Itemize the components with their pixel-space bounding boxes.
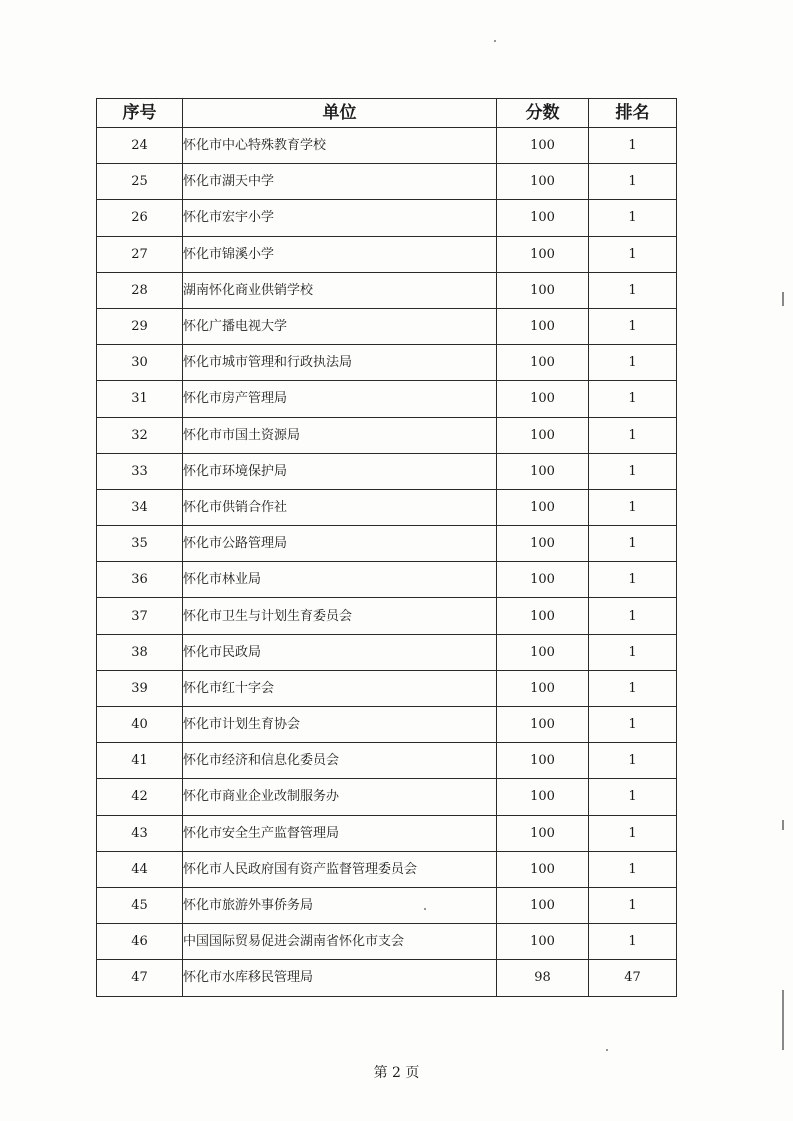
table-row <box>97 200 677 236</box>
unit-cell: 怀化市公路管理局 <box>183 526 497 562</box>
rank-cell: 1 <box>589 924 677 960</box>
scan-edge-mark <box>782 820 784 830</box>
unit-cell: 怀化市中心特殊教育学校 <box>183 128 497 164</box>
unit-cell: 怀化市水库移民管理局 <box>183 960 497 996</box>
unit-cell: 怀化市林业局 <box>183 562 497 598</box>
rank-cell: 1 <box>589 345 677 381</box>
score-cell: 100 <box>497 707 589 743</box>
unit-cell: 中国国际贸易促进会湖南省怀化市支会 <box>183 924 497 960</box>
score-cell: 100 <box>497 670 589 706</box>
table-row <box>97 851 677 887</box>
seq-cell: 39 <box>97 670 183 706</box>
score-cell: 100 <box>497 887 589 923</box>
rank-cell: 1 <box>589 417 677 453</box>
seq-cell: 34 <box>97 489 183 525</box>
table-row <box>97 634 677 670</box>
score-cell: 100 <box>497 236 589 272</box>
score-cell: 100 <box>497 453 589 489</box>
unit-cell: 怀化市经济和信息化委员会 <box>183 743 497 779</box>
score-cell: 100 <box>497 345 589 381</box>
seq-cell: 28 <box>97 272 183 308</box>
seq-cell: 47 <box>97 960 183 996</box>
unit-cell: 怀化市供销合作社 <box>183 489 497 525</box>
seq-cell: 29 <box>97 308 183 344</box>
table-row <box>97 924 677 960</box>
table-row <box>97 128 677 164</box>
unit-cell: 怀化市锦溪小学 <box>183 236 497 272</box>
rank-cell: 1 <box>589 562 677 598</box>
unit-cell: 怀化市湖天中学 <box>183 164 497 200</box>
table-row <box>97 272 677 308</box>
table-row <box>97 345 677 381</box>
scan-speck <box>494 40 496 42</box>
rank-cell: 1 <box>589 815 677 851</box>
scan-speck <box>424 908 426 910</box>
seq-cell: 44 <box>97 851 183 887</box>
rank-cell: 1 <box>589 453 677 489</box>
table-body <box>97 128 677 997</box>
scan-speck <box>606 1049 608 1051</box>
rank-cell: 1 <box>589 164 677 200</box>
score-cell: 100 <box>497 562 589 598</box>
seq-cell: 43 <box>97 815 183 851</box>
seq-cell: 41 <box>97 743 183 779</box>
table-row <box>97 308 677 344</box>
score-table <box>96 98 677 997</box>
table-row <box>97 236 677 272</box>
score-cell: 100 <box>497 164 589 200</box>
score-cell: 100 <box>497 381 589 417</box>
score-cell: 100 <box>497 200 589 236</box>
seq-cell: 33 <box>97 453 183 489</box>
score-cell: 98 <box>497 960 589 996</box>
unit-cell: 湖南怀化商业供销学校 <box>183 272 497 308</box>
unit-cell: 怀化市商业企业改制服务办 <box>183 779 497 815</box>
rank-cell: 1 <box>589 634 677 670</box>
score-cell: 100 <box>497 128 589 164</box>
rank-cell: 1 <box>589 200 677 236</box>
table-row <box>97 670 677 706</box>
table-row <box>97 743 677 779</box>
rank-cell: 1 <box>589 707 677 743</box>
rank-cell: 47 <box>589 960 677 996</box>
rank-cell: 1 <box>589 128 677 164</box>
table-row <box>97 960 677 996</box>
score-cell: 100 <box>497 924 589 960</box>
rank-cell: 1 <box>589 526 677 562</box>
seq-cell: 46 <box>97 924 183 960</box>
header-seq: 序号 <box>97 99 183 128</box>
seq-cell: 45 <box>97 887 183 923</box>
seq-cell: 35 <box>97 526 183 562</box>
unit-cell: 怀化市人民政府国有资产监督管理委员会 <box>183 851 497 887</box>
seq-cell: 30 <box>97 345 183 381</box>
rank-cell: 1 <box>589 236 677 272</box>
rank-cell: 1 <box>589 743 677 779</box>
table-row <box>97 489 677 525</box>
unit-cell: 怀化市卫生与计划生育委员会 <box>183 598 497 634</box>
table-row <box>97 598 677 634</box>
score-cell: 100 <box>497 308 589 344</box>
table-row <box>97 779 677 815</box>
table-row <box>97 526 677 562</box>
unit-cell: 怀化市城市管理和行政执法局 <box>183 345 497 381</box>
score-cell: 100 <box>497 272 589 308</box>
scan-edge-mark <box>782 292 784 306</box>
unit-cell: 怀化市红十字会 <box>183 670 497 706</box>
table-header-row <box>97 99 677 128</box>
table-row <box>97 562 677 598</box>
seq-cell: 42 <box>97 779 183 815</box>
score-cell: 100 <box>497 851 589 887</box>
seq-cell: 26 <box>97 200 183 236</box>
score-cell: 100 <box>497 815 589 851</box>
score-cell: 100 <box>497 598 589 634</box>
seq-cell: 37 <box>97 598 183 634</box>
rank-cell: 1 <box>589 308 677 344</box>
unit-cell: 怀化市房产管理局 <box>183 381 497 417</box>
rank-cell: 1 <box>589 489 677 525</box>
table-row <box>97 887 677 923</box>
seq-cell: 32 <box>97 417 183 453</box>
rank-cell: 1 <box>589 598 677 634</box>
score-cell: 100 <box>497 634 589 670</box>
table-row <box>97 417 677 453</box>
header-score: 分数 <box>497 99 589 128</box>
table-row <box>97 164 677 200</box>
unit-cell: 怀化市宏宇小学 <box>183 200 497 236</box>
unit-cell: 怀化市环境保护局 <box>183 453 497 489</box>
unit-cell: 怀化市计划生育协会 <box>183 707 497 743</box>
header-rank: 排名 <box>589 99 677 128</box>
unit-cell: 怀化市安全生产监督管理局 <box>183 815 497 851</box>
score-cell: 100 <box>497 779 589 815</box>
score-cell: 100 <box>497 489 589 525</box>
seq-cell: 38 <box>97 634 183 670</box>
header-unit: 单位 <box>183 99 497 128</box>
page-number: 第 2 页 <box>373 1065 420 1081</box>
rank-cell: 1 <box>589 887 677 923</box>
table-row <box>97 381 677 417</box>
table-row <box>97 815 677 851</box>
rank-cell: 1 <box>589 851 677 887</box>
seq-cell: 27 <box>97 236 183 272</box>
seq-cell: 36 <box>97 562 183 598</box>
seq-cell: 25 <box>97 164 183 200</box>
table-row <box>97 453 677 489</box>
unit-cell: 怀化市市国土资源局 <box>183 417 497 453</box>
rank-cell: 1 <box>589 272 677 308</box>
unit-cell: 怀化市民政局 <box>183 634 497 670</box>
unit-cell: 怀化广播电视大学 <box>183 308 497 344</box>
seq-cell: 24 <box>97 128 183 164</box>
rank-cell: 1 <box>589 670 677 706</box>
scan-edge-mark <box>782 990 784 1050</box>
seq-cell: 31 <box>97 381 183 417</box>
rank-cell: 1 <box>589 779 677 815</box>
unit-cell: 怀化市旅游外事侨务局 <box>183 887 497 923</box>
score-cell: 100 <box>497 743 589 779</box>
score-cell: 100 <box>497 526 589 562</box>
seq-cell: 40 <box>97 707 183 743</box>
score-cell: 100 <box>497 417 589 453</box>
rank-cell: 1 <box>589 381 677 417</box>
table-row <box>97 707 677 743</box>
